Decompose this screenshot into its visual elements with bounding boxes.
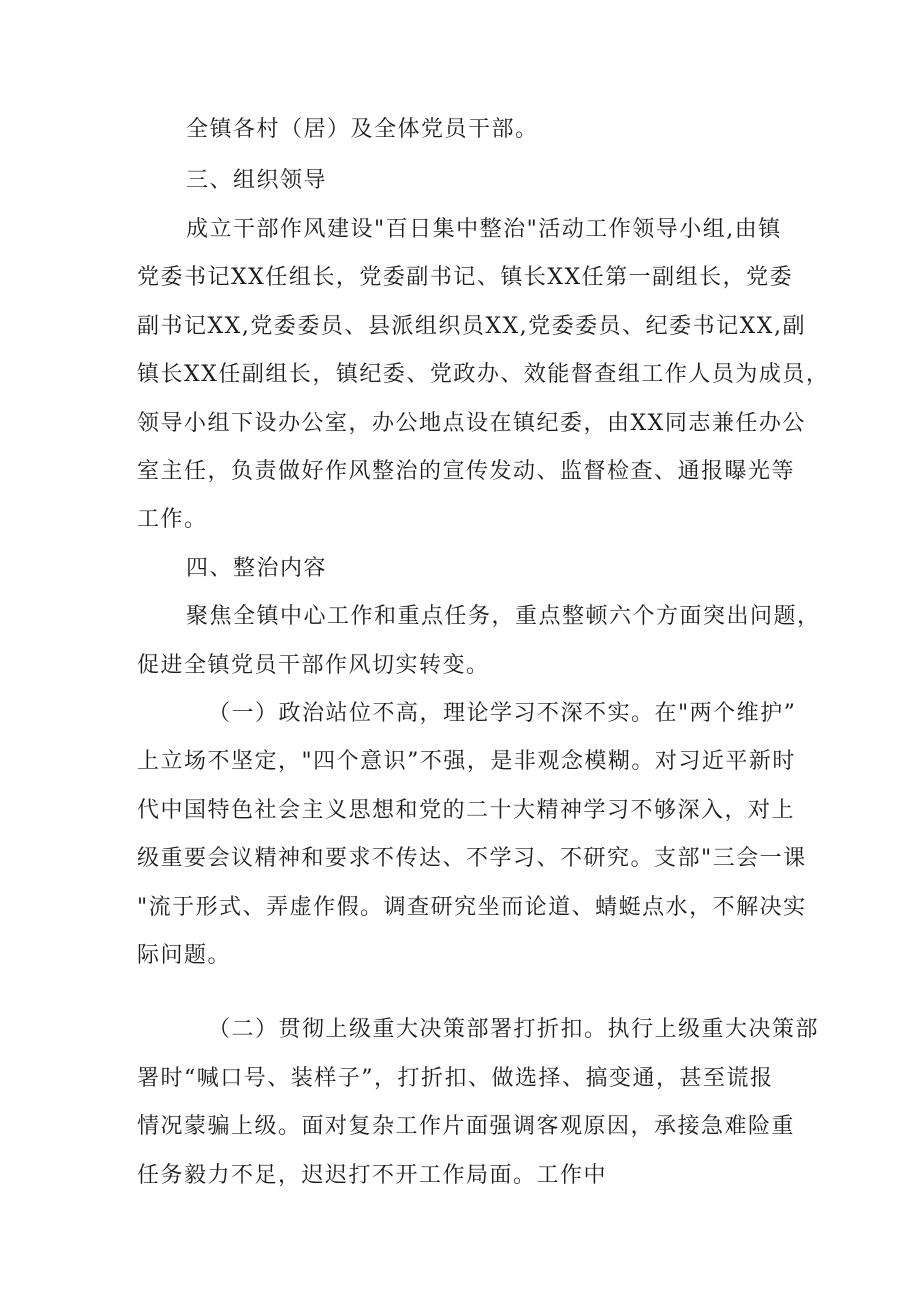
text-line: 领导小组下设办公室，办公地点设在镇纪委，由XX同志兼任办公 (137, 411, 806, 436)
text-line: 任务毅力不足，迟迟打不开工作局面。工作中 (137, 1163, 608, 1188)
text-line: 署时“喊口号、装样子”，打折扣、做选择、搞变通，甚至谎报 (137, 1066, 774, 1091)
text-line: "流于形式、弄虚作假。调查研究坐而论道、蜻蜓点水，不解决实 (137, 895, 807, 920)
text-line: 党委书记XX任组长，党委副书记、镇长XX任第一副组长，党委 (137, 265, 794, 290)
text-line: 工作。 (137, 507, 208, 532)
text-line: 代中国特色社会主义思想和党的二十大精神学习不够深入，对上 (137, 798, 796, 823)
text-line: 全镇各村（居）及全体党员干部。 (186, 117, 539, 142)
text-line: （一）政治站位不高，理论学习不深不实。在"两个维护” (208, 701, 797, 726)
text-line: 成立干部作风建设"百日集中整治"活动工作领导小组,由镇 (186, 217, 782, 242)
text-line: 镇长XX任副组长，镇纪委、党政办、效能督查组工作人员为成员， (137, 362, 830, 387)
text-line: 聚焦全镇中心工作和重点任务，重点整顿六个方面突出问题， (186, 604, 821, 629)
text-line: 室主任，负责做好作风整治的宣传发动、监督检查、通报曝光等 (137, 459, 796, 484)
text-line: 际问题。 (137, 943, 232, 968)
section-heading: 三、组织领导 (186, 168, 328, 193)
text-line: 情况蒙骗上级。面对复杂工作片面强调客观原因，承接急难险重 (137, 1114, 796, 1139)
text-line: 级重要会议精神和要求不传达、不学习、不研究。支部"三会一课 (137, 846, 807, 871)
text-line: 上立场不坚定，"四个意识”不强，是非观念模糊。对习近平新时 (137, 749, 796, 774)
section-heading: 四、整治内容 (186, 556, 328, 581)
text-line: （二）贯彻上级重大决策部署打折扣。执行上级重大决策部 (208, 1017, 820, 1042)
text-line: 副书记XX,党委委员、县派组织员XX,党委委员、纪委书记XX,副 (137, 314, 806, 339)
text-line: 促进全镇党员干部作风切实转变。 (137, 653, 490, 678)
